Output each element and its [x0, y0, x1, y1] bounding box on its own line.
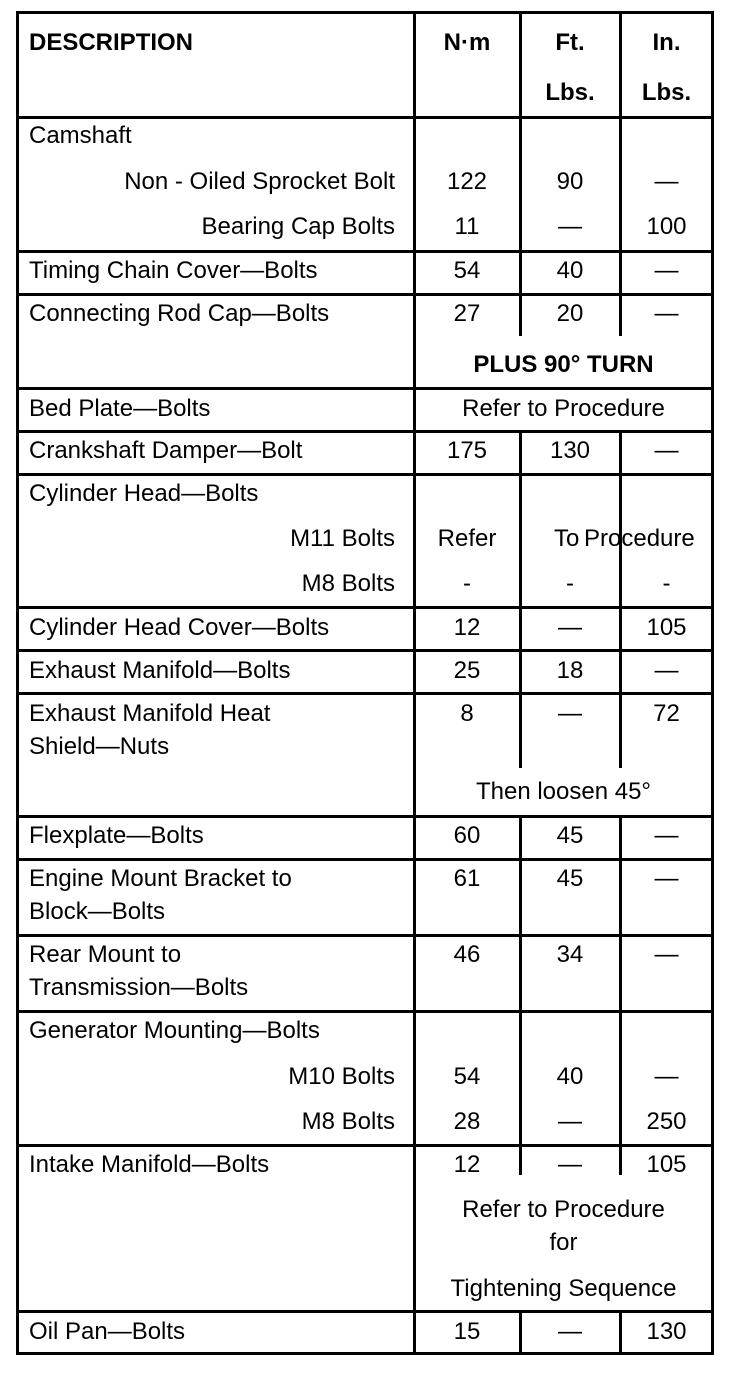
value-in: 105 [646, 614, 687, 641]
value-in: 130 [646, 1318, 687, 1345]
value-ft: — [558, 1318, 582, 1345]
header-in-line2: Lbs. [641, 79, 692, 106]
value-nm: 175 [446, 437, 488, 464]
value-in: 250 [646, 1108, 687, 1135]
value-nm: 8 [460, 700, 474, 727]
value-nm: 54 [453, 257, 481, 284]
row-divider [19, 250, 711, 253]
value-nm: 11 [454, 213, 480, 240]
row-label: M11 Bolts [290, 525, 395, 552]
row-label: Connecting Rod Cap—Bolts [29, 300, 330, 327]
value-in: — [654, 437, 679, 464]
value-in: — [654, 941, 679, 968]
row-note: Refer to Procedure [462, 395, 665, 422]
value-ft: 20 [556, 300, 584, 327]
value-nm: 60 [453, 822, 481, 849]
value-ft: 45 [556, 865, 584, 892]
value-in: — [654, 822, 679, 849]
value-nm: 46 [453, 941, 481, 968]
header-ft-line2: Lbs. [545, 79, 595, 106]
row-label: Oil Pan—Bolts [29, 1318, 186, 1345]
value-in: — [654, 657, 679, 684]
row-label: Cylinder Head—Bolts [29, 480, 259, 507]
row-note: PLUS 90° TURN [473, 351, 654, 378]
value-ft: — [558, 700, 582, 727]
row-label: Camshaft [29, 122, 132, 149]
row-label: Timing Chain Cover—Bolts [29, 257, 318, 284]
row-label: Intake Manifold—Bolts [29, 1151, 270, 1178]
row-divider [19, 430, 711, 433]
value-in: — [654, 865, 679, 892]
value-in: - [662, 570, 671, 597]
value-ft: 45 [556, 822, 584, 849]
header-nm: N·m [443, 29, 491, 56]
row-label: Crankshaft Damper—Bolt [29, 437, 303, 464]
row-note-line3: Tightening Sequence [450, 1275, 677, 1302]
value-nm: 122 [446, 168, 488, 195]
value-ft: - [566, 570, 574, 597]
value-in: — [654, 257, 679, 284]
row-divider [19, 934, 711, 937]
value-ft: 18 [556, 657, 584, 684]
value-nm: 27 [453, 300, 481, 327]
value-in: — [654, 300, 679, 327]
value-nm: 25 [453, 657, 481, 684]
row-label: Bed Plate—Bolts [29, 395, 211, 422]
row-label-line2: Block—Bolts [29, 898, 166, 925]
header-ft-line1: Ft. [555, 29, 585, 56]
row-label-line2: Transmission—Bolts [29, 974, 249, 1001]
row-divider [19, 387, 711, 390]
value-ft: — [558, 1151, 582, 1178]
row-label: Cylinder Head Cover—Bolts [29, 614, 330, 641]
value-ft: — [558, 213, 582, 240]
value-ft: 34 [556, 941, 584, 968]
row-label: Exhaust Manifold—Bolts [29, 657, 291, 684]
header-description: DESCRIPTION [29, 29, 194, 56]
row-divider [19, 1010, 711, 1013]
row-label: Exhaust Manifold Heat [29, 700, 271, 727]
value-in: 105 [646, 1151, 687, 1178]
value-ft: To [554, 525, 580, 552]
row-divider [19, 116, 711, 119]
row-divider [19, 1310, 711, 1313]
row-label: Rear Mount to [29, 941, 182, 968]
value-nm: 15 [453, 1318, 481, 1345]
row-divider [19, 473, 711, 476]
value-in: — [654, 168, 679, 195]
row-divider [19, 692, 711, 695]
value-nm: - [463, 570, 471, 597]
torque-specification-table [16, 11, 714, 1355]
row-label: M10 Bolts [288, 1063, 395, 1090]
header-in-line1: In. [652, 29, 681, 56]
row-divider [19, 1144, 711, 1147]
row-note: Then loosen 45° [475, 778, 652, 805]
value-in: Procedure [584, 525, 695, 552]
row-label-line2: Shield—Nuts [29, 733, 170, 760]
value-nm: Refer [437, 525, 497, 552]
row-divider [19, 649, 711, 652]
value-in: 100 [646, 213, 687, 240]
value-in: — [654, 1063, 679, 1090]
row-label: Flexplate—Bolts [29, 822, 204, 849]
value-in: 72 [653, 700, 680, 727]
value-ft: — [558, 1108, 582, 1135]
value-ft: 90 [556, 168, 584, 195]
row-divider [19, 293, 711, 296]
value-nm: 12 [453, 614, 481, 641]
row-divider [19, 606, 711, 609]
row-label: M8 Bolts [301, 570, 395, 597]
row-divider [19, 815, 711, 818]
row-label: M8 Bolts [301, 1108, 395, 1135]
value-nm: 28 [453, 1108, 481, 1135]
row-label: Generator Mounting—Bolts [29, 1017, 320, 1044]
value-ft: 40 [556, 1063, 584, 1090]
row-note: Refer to Procedure [462, 1196, 665, 1223]
row-note-line2: for [549, 1229, 578, 1256]
row-label: Non - Oiled Sprocket Bolt [124, 168, 395, 195]
row-label: Bearing Cap Bolts [201, 213, 395, 240]
value-nm: 12 [453, 1151, 481, 1178]
value-ft: 40 [556, 257, 584, 284]
value-ft: — [558, 614, 582, 641]
row-label: Engine Mount Bracket to [29, 865, 292, 892]
value-nm: 54 [453, 1063, 481, 1090]
value-ft: 130 [549, 437, 591, 464]
value-nm: 61 [453, 865, 481, 892]
row-divider [19, 858, 711, 861]
